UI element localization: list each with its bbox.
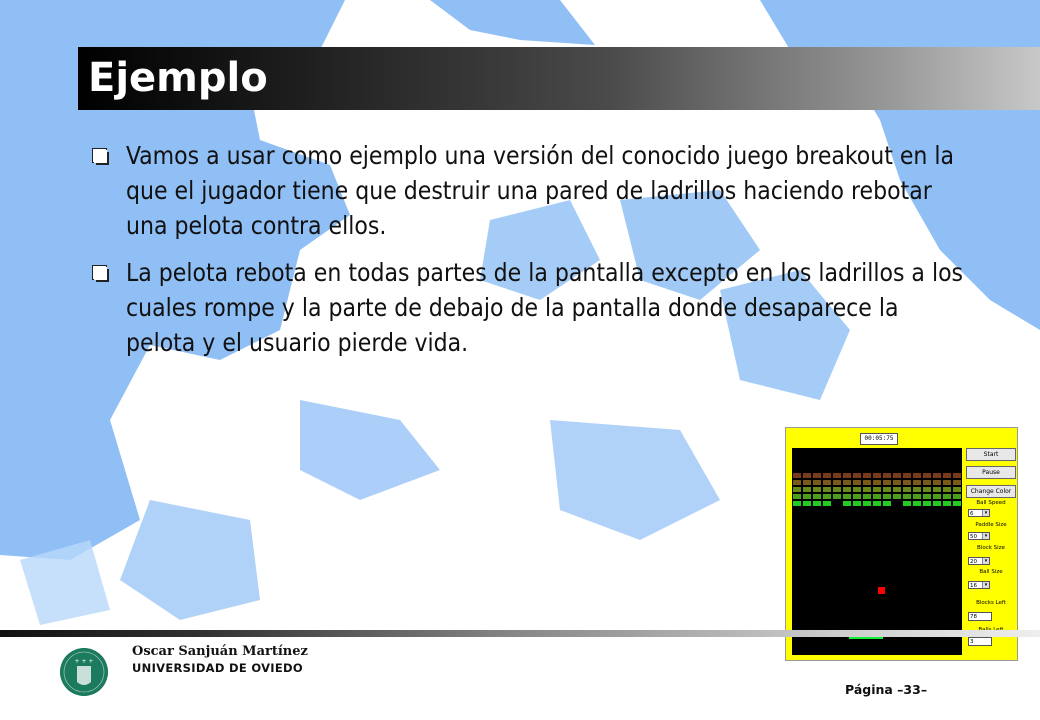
title-bar	[78, 47, 1040, 110]
brick	[882, 486, 892, 493]
ball-speed-label: Ball Speed	[976, 500, 1006, 506]
svg-text:+ + +: + + +	[74, 658, 94, 665]
brick	[902, 479, 912, 486]
brick	[802, 500, 812, 507]
brick	[892, 486, 902, 493]
balls-left-field[interactable]: 3	[968, 637, 992, 646]
chevron-down-icon: ▾	[982, 533, 989, 539]
blocks-left-field[interactable]: 78	[968, 612, 992, 621]
slide-content	[90, 138, 970, 372]
brick	[892, 493, 902, 500]
chevron-down-icon: ▾	[982, 558, 989, 564]
bullet-item	[90, 255, 970, 360]
brick	[952, 500, 962, 507]
brick	[802, 486, 812, 493]
brick	[922, 486, 932, 493]
brick	[822, 479, 832, 486]
brick	[942, 500, 952, 507]
brick	[942, 493, 952, 500]
brick	[852, 472, 862, 479]
bullet-text: La pelota rebota en todas partes de la pantalla excepto en los ladrillos a los cuales rompe y la parte de debajo de la pantalla donde desaparece la pelota y el usuario pierde vida.	[126, 258, 964, 357]
slide-title: Ejemplo	[88, 55, 268, 101]
brick	[812, 472, 822, 479]
brick	[862, 486, 872, 493]
checkbox-bullet-icon	[92, 148, 108, 164]
brick	[902, 493, 912, 500]
brick	[822, 472, 832, 479]
brick	[792, 479, 802, 486]
page-number: Página –33–	[845, 682, 928, 697]
brick	[792, 472, 802, 479]
brick	[932, 479, 942, 486]
brick	[882, 472, 892, 479]
brick	[842, 500, 852, 507]
brick	[922, 479, 932, 486]
start-button[interactable]: Start	[966, 448, 1016, 461]
brick	[872, 486, 882, 493]
brick	[872, 493, 882, 500]
footer-divider	[0, 630, 1040, 637]
brick	[862, 479, 872, 486]
brick	[872, 472, 882, 479]
ball-speed-value: 6	[970, 511, 974, 517]
brick	[932, 493, 942, 500]
brick	[832, 486, 842, 493]
pause-button[interactable]: Pause	[966, 466, 1016, 479]
brick	[912, 500, 922, 507]
brick	[952, 472, 962, 479]
university-seal-logo	[60, 648, 108, 696]
brick	[842, 479, 852, 486]
brick	[852, 479, 862, 486]
brick	[842, 493, 852, 500]
paddle-size-label: Paddle Size	[975, 522, 1007, 528]
brick	[912, 472, 922, 479]
brick	[812, 486, 822, 493]
brick	[902, 500, 912, 507]
paddle-size-select[interactable]	[968, 532, 990, 540]
university-name: UNIVERSIDAD DE OVIEDO	[132, 661, 303, 675]
brick	[902, 472, 912, 479]
brick	[882, 479, 892, 486]
ball-size-select[interactable]	[968, 581, 990, 589]
brick	[812, 493, 822, 500]
bullet-text: Vamos a usar como ejemplo una versión del conocido juego breakout en la que el jugador tiene que destruir una pared de ladrillos haciendo rebotar una pelota contra ellos.	[126, 141, 955, 240]
brick	[792, 500, 802, 507]
brick	[942, 479, 952, 486]
brick	[802, 479, 812, 486]
brick	[952, 479, 962, 486]
blocks-left-label: Blocks Left	[976, 600, 1006, 606]
ball-speed-select[interactable]	[968, 509, 990, 517]
brick	[792, 486, 802, 493]
brick	[872, 500, 882, 507]
brick	[922, 472, 932, 479]
checkbox-bullet-icon	[92, 265, 108, 281]
brick	[812, 500, 822, 507]
brick	[922, 500, 932, 507]
brick	[942, 486, 952, 493]
brick	[872, 479, 882, 486]
brick	[862, 472, 872, 479]
brick	[812, 479, 822, 486]
ball-size-label: Ball Size	[979, 569, 1003, 575]
brick	[862, 493, 872, 500]
timer-display: 00:05:75	[860, 433, 898, 445]
brick	[852, 493, 862, 500]
breakout-game-screenshot	[785, 427, 1018, 661]
brick	[912, 493, 922, 500]
ball-size-value: 16	[970, 583, 977, 589]
brick	[822, 500, 832, 507]
ball	[878, 587, 885, 594]
brick	[932, 500, 942, 507]
brick	[882, 500, 892, 507]
brick	[822, 486, 832, 493]
brick	[892, 479, 902, 486]
brick	[932, 486, 942, 493]
author-name: Oscar Sanjuán Martínez	[132, 644, 308, 659]
brick	[902, 486, 912, 493]
chevron-down-icon: ▾	[982, 510, 989, 516]
brick	[952, 486, 962, 493]
brick	[832, 493, 842, 500]
brick	[952, 493, 962, 500]
change-color-button[interactable]: Change Color	[966, 485, 1016, 498]
brick	[802, 472, 812, 479]
brick	[932, 472, 942, 479]
brick	[882, 493, 892, 500]
brick	[852, 500, 862, 507]
brick	[842, 486, 852, 493]
chevron-down-icon: ▾	[982, 582, 989, 588]
game-field	[792, 448, 962, 655]
brick	[942, 472, 952, 479]
brick	[792, 493, 802, 500]
brick	[832, 472, 842, 479]
brick	[832, 479, 842, 486]
bullet-item	[90, 138, 970, 243]
brick	[912, 486, 922, 493]
brick	[842, 472, 852, 479]
brick	[802, 493, 812, 500]
block-size-select[interactable]	[968, 557, 990, 565]
block-size-value: 20	[970, 559, 977, 565]
brick	[822, 493, 832, 500]
block-size-label: Block Size	[977, 545, 1005, 551]
brick	[922, 493, 932, 500]
paddle-size-value: 50	[970, 534, 977, 540]
brick	[912, 479, 922, 486]
brick	[862, 500, 872, 507]
brick	[852, 486, 862, 493]
brick	[892, 472, 902, 479]
